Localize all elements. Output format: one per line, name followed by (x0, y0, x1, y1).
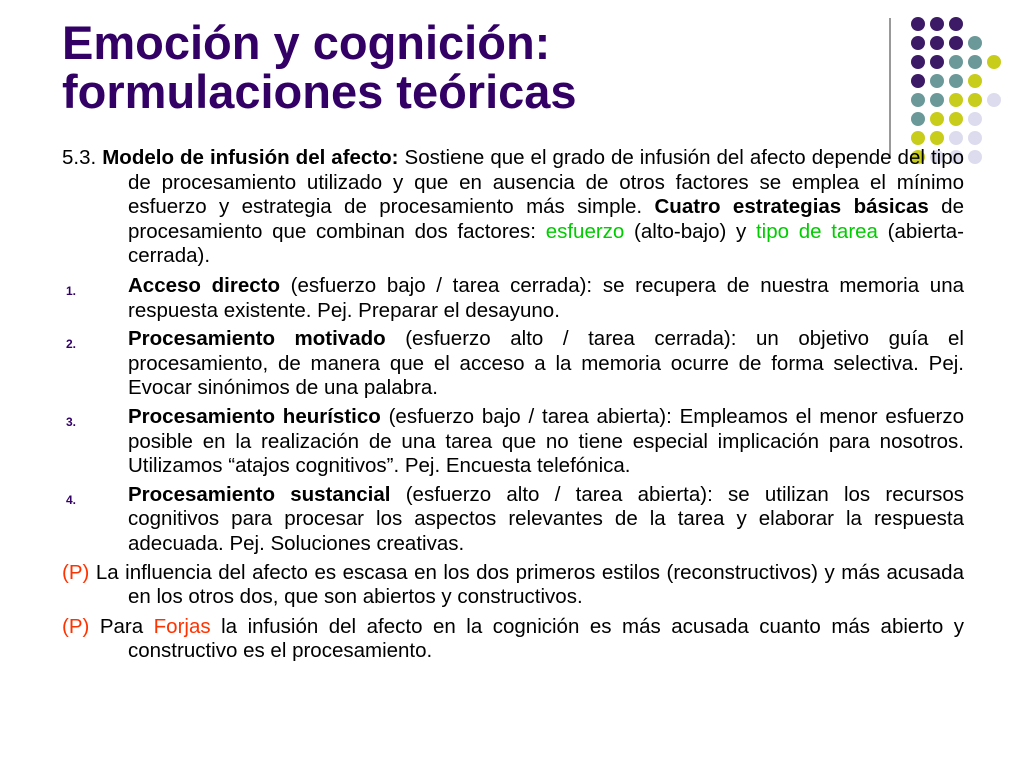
decorative-dot (949, 36, 963, 50)
list-text: (esfuerzo bajo / tarea abierta): Empleamos el menor esfuerzo posible en la realización de una tarea que no tiene especial implicación para nosotros. Utilizamos “atajos cognitivos”. Pej. Encuesta telefónica. (128, 404, 964, 478)
decorative-dot (968, 112, 982, 126)
list-term: Acceso directo (128, 273, 280, 297)
decorative-dot (930, 112, 944, 126)
decorative-dot (911, 131, 925, 145)
list-number: 2. (66, 337, 77, 352)
decorative-dot (949, 112, 963, 126)
decorative-dot (987, 93, 1001, 107)
slide-title-line-2: formulaciones teóricas (62, 65, 577, 118)
decorative-dot (949, 131, 963, 145)
decorative-dot (949, 93, 963, 107)
list-number: 1. (66, 283, 77, 298)
decorative-dot (968, 150, 982, 164)
section-heading: Modelo de infusión del afecto: (102, 146, 399, 169)
decorative-dot (949, 17, 963, 31)
decorative-dot (987, 55, 1001, 69)
list-number: 3. (66, 414, 77, 429)
decorative-dot (911, 36, 925, 50)
decorative-divider (889, 18, 891, 158)
list-term: Procesamiento heurístico (128, 404, 381, 428)
decorative-dot (968, 55, 982, 69)
note-text: la infusión del afecto en la cognición es más acusada cuanto más abierto y constructivo es el procesamiento. (128, 614, 964, 663)
highlight-effort: esfuerzo (545, 219, 625, 243)
intro-paragraph (62, 146, 964, 269)
decorative-dot (911, 93, 925, 107)
decorative-dot (968, 93, 982, 107)
note-marker: (P) (62, 560, 90, 584)
decorative-dot (930, 36, 944, 50)
slide-body (62, 146, 964, 669)
decorative-dot (949, 55, 963, 69)
decorative-dot (911, 112, 925, 126)
intro-bold: Cuatro estrategias básicas (654, 195, 929, 219)
note-marker: (P) (62, 614, 90, 638)
decorative-dot (968, 131, 982, 145)
note-text: Para (89, 614, 154, 638)
slide-title-line-1: Emoción y cognición: (62, 16, 551, 69)
decorative-dot (968, 74, 982, 88)
slide-title (62, 18, 862, 116)
highlight-forjas: Forjas (153, 614, 211, 638)
decorative-dot (930, 17, 944, 31)
decorative-dot (930, 74, 944, 88)
note-paragraph (62, 615, 964, 664)
decorative-dot (949, 74, 963, 88)
section-number: 5.3. (62, 146, 97, 169)
intro-text: Sostiene que el grado de infusión del afecto depende del tipo de procesamiento utilizado y que en ausencia de otros factores se emplea el mínimo esfuerzo y estrategia de procesamiento más simple. (128, 146, 964, 219)
note-paragraph (62, 561, 964, 610)
list-item (62, 274, 964, 323)
intro-text: de procesamiento que combinan dos factores: (128, 195, 964, 243)
note-text: La influencia del afecto es escasa en los dos primeros estilos (reconstructivos) y más acusada en los otros dos, que son abiertos y constructivos. (89, 560, 964, 609)
list-item (62, 483, 964, 557)
decorative-dot (968, 36, 982, 50)
highlight-task-type: tipo de tarea (755, 219, 878, 243)
intro-text: (abierta-cerrada). (128, 219, 964, 268)
list-text: (esfuerzo alto / tarea abierta): se utilizan los recursos cognitivos para procesar los aspectos relevantes de la tarea y elaborar la respuesta adecuada. Pej. Soluciones creativas. (128, 482, 965, 555)
intro-text: (alto-bajo) y (624, 219, 756, 243)
list-text: (esfuerzo alto / tarea cerrada): un objetivo guía el procesamiento, de manera que el acceso a la memoria ocurre de forma selectiva. Pej. Evocar sinónimos de una palabra. (128, 327, 964, 400)
list-term: Procesamiento sustancial (128, 482, 391, 506)
list-number: 4. (66, 492, 77, 507)
decorative-dot (930, 55, 944, 69)
list-term: Procesamiento motivado (128, 327, 386, 351)
list-item (62, 405, 964, 479)
list-item (62, 327, 964, 401)
list-text: (esfuerzo bajo / tarea cerrada): se recupera de nuestra memoria una respuesta existente. Pej. Preparar el desayuno. (128, 273, 964, 322)
decorative-dot (911, 17, 925, 31)
decorative-dot (911, 55, 925, 69)
decorative-dot (911, 74, 925, 88)
decorative-dot (930, 93, 944, 107)
decorative-dot (930, 131, 944, 145)
